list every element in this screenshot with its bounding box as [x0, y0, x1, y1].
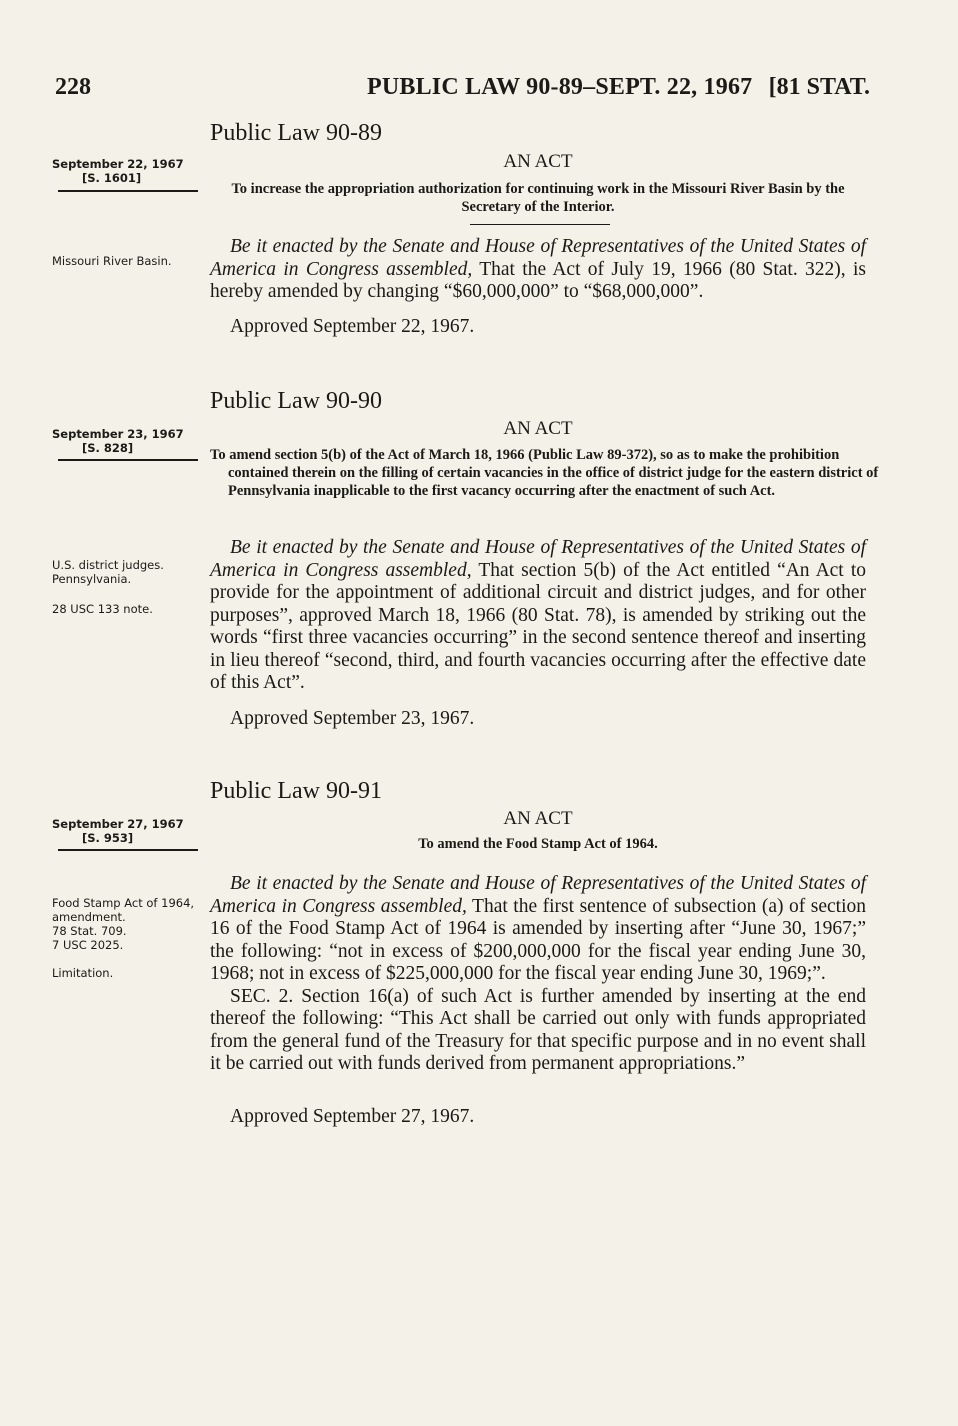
title-rule — [470, 224, 610, 225]
body-text: That the Act of July 19, 1966 (80 Stat. 322), is hereby amended by changing “$60,000,000” to “$68,000,000”. — [210, 258, 866, 302]
enacting-clause: Be it enacted by the Senate and House of Representatives of the United States of America in Congress assembled, — [210, 236, 866, 280]
margin-note: Missouri River Basin. — [52, 254, 172, 268]
margin-note: Limitation. — [52, 966, 114, 980]
page-number: 228 — [55, 74, 91, 100]
margin-note: 78 Stat. 709. — [52, 924, 127, 938]
law-title: Public Law 90-89 — [210, 120, 382, 146]
margin-rule — [58, 190, 198, 192]
approved-date: Approved September 23, 1967. — [230, 708, 475, 729]
law-title: Public Law 90-90 — [210, 388, 382, 414]
approved-date: Approved September 22, 1967. — [230, 316, 475, 337]
section-2-text: Section 16(a) of such Act is further amended by inserting at the end thereof the following: “This Act shall be carried out only with funds appropriated from the general fund of the Treasury for that specific purpose and in no event shall it be carried out with funds derived from permanent appropriations.” — [210, 985, 867, 1074]
margin-rule — [58, 459, 198, 461]
margin-bill-number: [S. 953] — [82, 831, 134, 845]
margin-date: September 23, 1967 — [52, 427, 184, 441]
law-title: Public Law 90-91 — [210, 778, 382, 804]
enacting-clause: Be it enacted by the Senate and House of Representatives of the United States of America in Congress assembled, — [210, 873, 866, 917]
margin-note-block — [52, 558, 202, 616]
enacting-clause: Be it enacted by the Senate and House of Representatives of the United States of America in Congress assembled, — [210, 537, 866, 581]
margin-date: September 27, 1967 — [52, 817, 184, 831]
margin-date: September 22, 1967 — [52, 157, 184, 171]
margin-note: 7 USC 2025. — [52, 938, 124, 952]
margin-note: 28 USC 133 note. — [52, 602, 153, 616]
header-stat: [81 STAT. — [768, 74, 870, 100]
an-act-heading: AN ACT — [503, 808, 573, 829]
margin-rule — [58, 849, 198, 851]
law-body — [210, 873, 866, 1076]
section-label: SEC. 2. — [230, 985, 294, 1007]
margin-date-block — [52, 817, 202, 845]
approved-date: Approved September 27, 1967. — [230, 1106, 475, 1127]
margin-note: U.S. district judges. Pennsylvania. — [52, 558, 164, 586]
law-body — [210, 236, 866, 304]
body-text: That section 5(b) of the Act entitled “An Act to provide for the appointment of additional circuit and district judges, and for other purposes”, approved March 18, 1966 (80 Stat. 78), is amended by striking out the words “first three vacancies occurring” in the second sentence thereof and inserting in lieu thereof “second, third, and fourth vacancies occurring after the effective date of this Act”. — [210, 559, 866, 693]
law-body — [210, 537, 866, 695]
purpose-clause: To amend the Food Stamp Act of 1964. — [418, 836, 658, 852]
margin-date-block — [52, 427, 202, 455]
margin-date-block — [52, 157, 202, 185]
running-header — [55, 74, 870, 108]
margin-bill-number: [S. 828] — [82, 441, 134, 455]
purpose-clause: To increase the appropriation authorization for continuing work in the Missouri River Basin by the Secretary of the Interior. — [231, 181, 845, 215]
an-act-heading: AN ACT — [503, 418, 573, 439]
header-title: PUBLIC LAW 90-89–SEPT. 22, 1967 — [367, 74, 753, 100]
an-act-heading: AN ACT — [503, 151, 573, 172]
body-text: That the first sentence of subsection (a) of section 16 of the Food Stamp Act of 1964 is amended by inserting after “June 30, 1967;” the following: “not in excess of $200,000,000 for the fiscal year ending June 30, 1968; not in excess of $225,000,000 for the fiscal year ending June 30, 1969;”. — [210, 895, 867, 984]
margin-note-block — [52, 896, 202, 980]
margin-note: Food Stamp Act of 1964, amendment. — [52, 896, 195, 924]
purpose-clause: To amend section 5(b) of the Act of March 18, 1966 (Public Law 89-372), so as to make the prohibition contained therein on the filling of certain vacancies in the office of district judge for the eastern district of Pennsylvania inapplicable to the first vacancy occurring after the enactment of such Act. — [210, 447, 879, 499]
margin-note-block — [52, 254, 202, 268]
margin-bill-number: [S. 1601] — [82, 171, 142, 185]
